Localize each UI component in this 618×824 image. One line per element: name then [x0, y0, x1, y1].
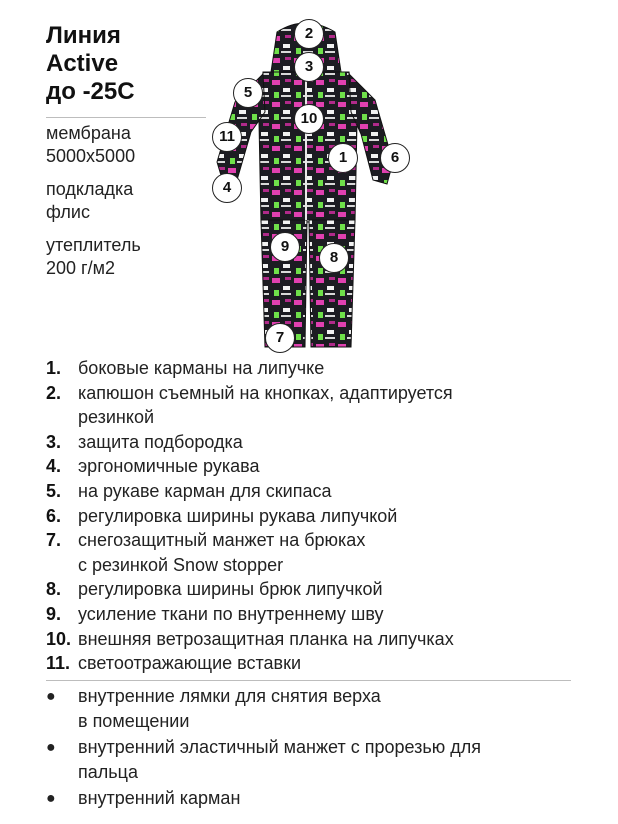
spec-lining [46, 178, 216, 224]
list-item: 3. защита подбородка [46, 431, 243, 452]
marker-1: 1 [328, 143, 358, 173]
list-item: 5. на рукаве карман для скипаса [46, 480, 332, 501]
spec-label: утеплитель [46, 235, 141, 255]
bullet-icon: ● [46, 790, 56, 807]
marker-9: 9 [270, 232, 300, 262]
bullet-icon: ● [46, 688, 56, 705]
marker-6: 6 [380, 143, 410, 173]
list-item: 1. боковые карманы на липучке [46, 358, 325, 378]
spec-value: флис [46, 202, 90, 222]
title-line: до -25С [46, 78, 135, 105]
spec-label: мембрана [46, 123, 131, 143]
list-item: 9. усиление ткани по внутреннему шву [46, 603, 384, 624]
marker-10: 10 [294, 104, 324, 134]
list-item: 2. капюшон съемный на кнопках, адаптируется резинкой [46, 382, 453, 428]
marker-8: 8 [319, 243, 349, 273]
marker-11: 11 [212, 122, 242, 152]
list-item: ● внутренние лямки для снятия верха в помещении [46, 684, 606, 734]
list-item: ● внутренний эластичный манжет с прорезью для пальца [46, 735, 606, 785]
bullet-icon: ● [46, 739, 56, 756]
marker-2: 2 [294, 19, 324, 49]
spec-value: 5000х5000 [46, 146, 136, 166]
specs-block [46, 122, 216, 290]
bullet-list [46, 684, 606, 812]
spec-value: 200 г/м2 [46, 258, 115, 278]
divider-top [46, 117, 206, 118]
spec-membrane [46, 122, 216, 168]
marker-5: 5 [233, 78, 263, 108]
marker-7: 7 [265, 323, 295, 353]
list-item: 7. снегозащитный манжет на брюках с резинкой Snow stopper [46, 530, 366, 575]
list-item: 4. эргономичные рукава [46, 456, 260, 477]
list-item: 11. светоотражающие вставки [46, 653, 302, 674]
list-item: 10. внешняя ветрозащитная планка на липучках [46, 628, 454, 649]
title-line: Линия [46, 22, 121, 49]
spec-insulation [46, 234, 216, 280]
list-item: 8. регулировка ширины брюк липучкой [46, 579, 383, 600]
marker-4: 4 [212, 173, 242, 203]
spec-label: подкладка [46, 179, 134, 199]
list-item: ● внутренний карман [46, 786, 606, 811]
features-list [46, 356, 606, 676]
divider-bottom [46, 680, 571, 681]
title-line: Active [46, 50, 119, 77]
marker-3: 3 [294, 52, 324, 82]
list-item: 6. регулировка ширины рукава липучкой [46, 505, 398, 526]
